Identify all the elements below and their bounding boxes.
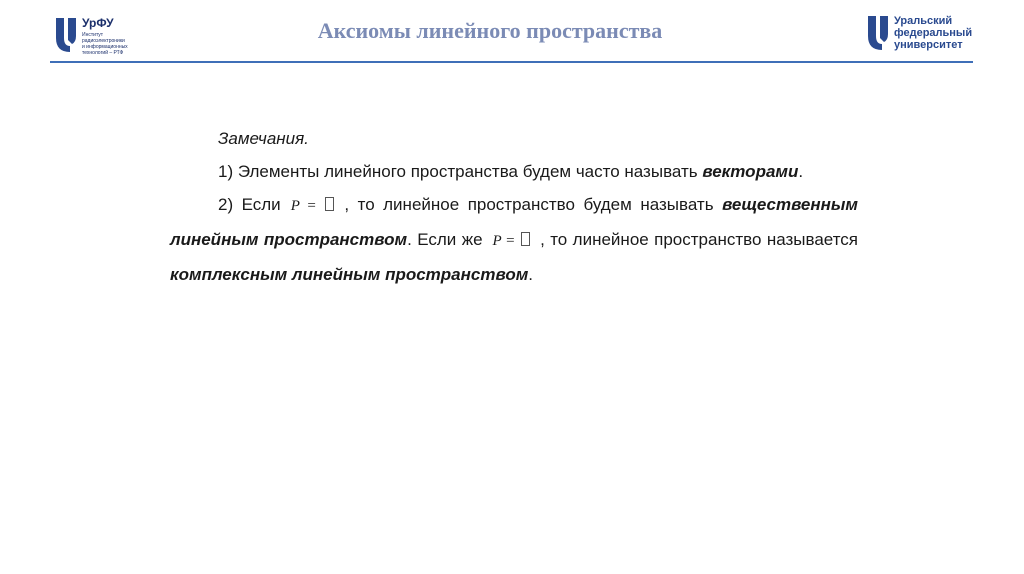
- term-complex-linear-space: комплексным линейным пространством: [170, 265, 529, 284]
- logo-institute-text: Институт радиоэлектроники и информационных технологий – РТФ: [82, 32, 128, 56]
- logo-brand-text: УрФУ: [82, 16, 114, 30]
- urfu-mark-icon: [54, 16, 80, 56]
- formula-eq: =: [299, 198, 324, 214]
- remark-1-text: 1) Элементы линейного пространства будем часто называть: [218, 162, 698, 181]
- urfu-university-logo: [866, 14, 986, 56]
- formula-var: P: [290, 198, 300, 214]
- logo-university-name: Уральский федеральный университет: [894, 15, 973, 51]
- remark-2-end: .: [528, 265, 534, 284]
- missing-glyph-icon: [325, 197, 334, 211]
- remark-1: [170, 155, 858, 188]
- remarks-block: [170, 122, 858, 291]
- urfu-institute-logo: [54, 16, 144, 56]
- formula-p-real: [291, 198, 335, 214]
- term-real-linear-space: вещественным линейным пространством: [170, 195, 858, 249]
- header-divider: [50, 61, 973, 63]
- formula-p-complex: [493, 233, 531, 249]
- remark-2: [170, 188, 858, 291]
- formula-eq: =: [501, 233, 520, 249]
- remark-1-end: .: [798, 162, 804, 181]
- remark-2-text-a: 2) Если: [218, 195, 281, 214]
- missing-glyph-icon: [521, 232, 530, 246]
- remark-2-text-b: , то линейное пространство будем называть: [344, 195, 714, 214]
- formula-var: P: [492, 233, 502, 249]
- slide-title: Аксиомы линейного пространства: [317, 18, 663, 43]
- remark-2-text-d: , то линейное пространство называется: [540, 230, 859, 249]
- remarks-heading: Замечания.: [218, 129, 309, 148]
- remark-2-text-c: . Если же: [407, 230, 483, 249]
- urfu-mark-icon: [866, 14, 892, 54]
- term-vectors: векторами: [702, 162, 799, 181]
